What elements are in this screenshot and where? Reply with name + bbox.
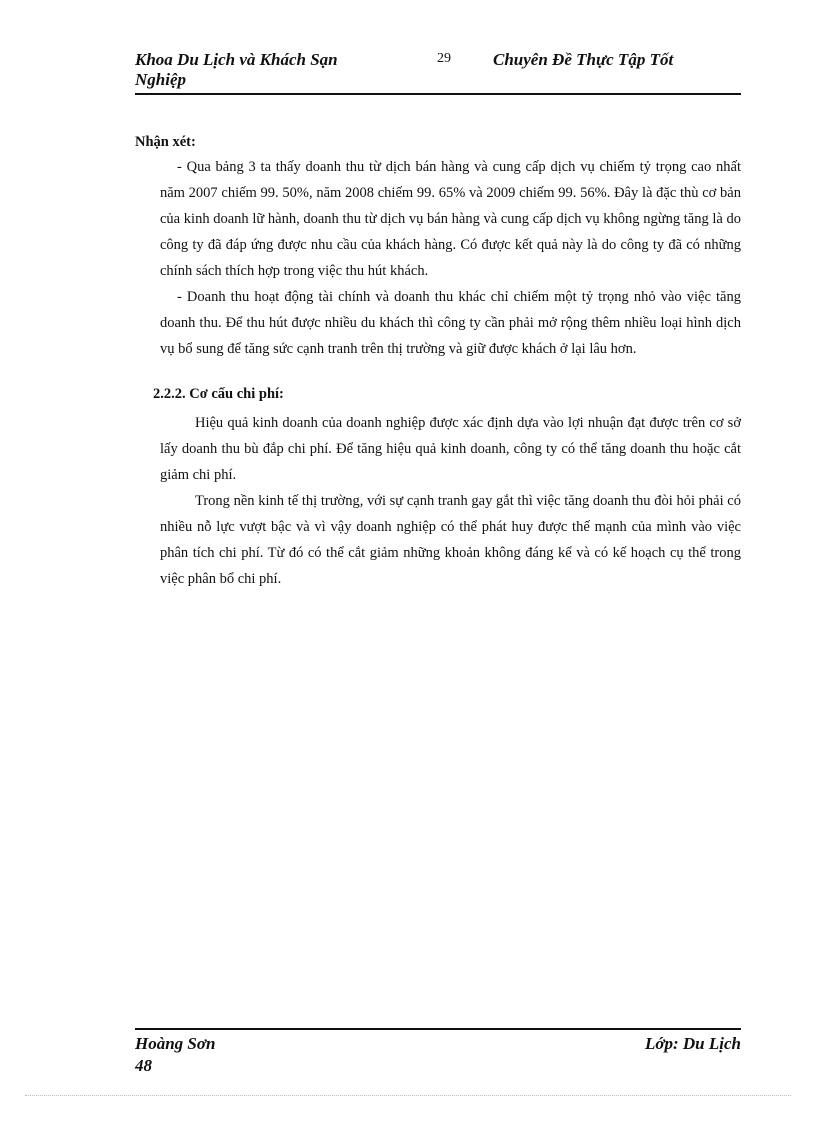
header-faculty: Khoa Du Lịch và Khách Sạn Nghiệp bbox=[135, 50, 338, 89]
footer-rule bbox=[135, 1028, 741, 1030]
page-footer bbox=[135, 1033, 741, 1079]
footer-author-number: 48 bbox=[135, 1056, 152, 1075]
section-paragraph-2: Trong nền kinh tế thị trường, với sự cạnh tranh gay gắt thì việc tăng doanh thu đòi hỏi phải có nhiều nỗ lực vượt bậc và vì vậy doanh nghiệp có thể phát huy được thế mạnh của mình vào việc phân tích chi phí. Từ đó có thể cắt giảm những khoản không đáng kể và có kế hoạch cụ thể trong việc phân bổ chi phí. bbox=[160, 493, 741, 587]
footer-author-name: Hoàng Sơn bbox=[135, 1034, 216, 1053]
footer-author bbox=[135, 1033, 215, 1077]
footer-class: Lớp: Du Lịch bbox=[644, 1034, 741, 1053]
page-bottom-dotted-line bbox=[25, 1095, 791, 1096]
remark-heading: Nhận xét: bbox=[135, 134, 196, 150]
page-content bbox=[135, 130, 741, 592]
page-header bbox=[135, 50, 741, 96]
section-paragraph-1: Hiệu quả kinh doanh của doanh nghiệp được xác định dựa vào lợi nhuận đạt được trên cơ sở lấy doanh thu bù đắp chi phí. Để tăng hiệu quả kinh doanh, công ty có thể tăng doanh thu hoặc cắt giảm chi phí. bbox=[160, 415, 741, 483]
header-document-type: Chuyên Đề Thực Tập Tốt bbox=[493, 50, 674, 69]
section-heading: 2.2.2. Cơ cấu chi phí: bbox=[153, 386, 284, 402]
remark-paragraph-1: - Qua bảng 3 ta thấy doanh thu từ dịch bán hàng và cung cấp dịch vụ chiếm tỷ trọng cao nhất năm 2007 chiếm 99. 50%, năm 2008 chiếm 99. 65% và 2009 chiếm 99. 56%. Đây là đặc thù cơ bản của kinh doanh lữ hành, doanh thu từ dịch vụ bán hàng và cung cấp dịch vụ không ngừng tăng là do công ty đã đáp ứng được nhu cầu của khách hàng. Có được kết quả này là do công ty đã có những chính sách thích hợp trong việc thu hút khách. bbox=[160, 159, 741, 279]
page-number: 29 bbox=[437, 51, 451, 66]
remark-paragraph-2: - Doanh thu hoạt động tài chính và doanh thu khác chỉ chiếm một tỷ trọng nhỏ vào việc tăng doanh thu. Để thu hút được nhiều du khách thì công ty cần phải mở rộng thêm nhiều loại hình dịch vụ bổ sung để tăng sức cạnh tranh trên thị trường và giữ được khách ở lại lâu hơn. bbox=[160, 289, 741, 357]
header-rule bbox=[135, 93, 741, 95]
